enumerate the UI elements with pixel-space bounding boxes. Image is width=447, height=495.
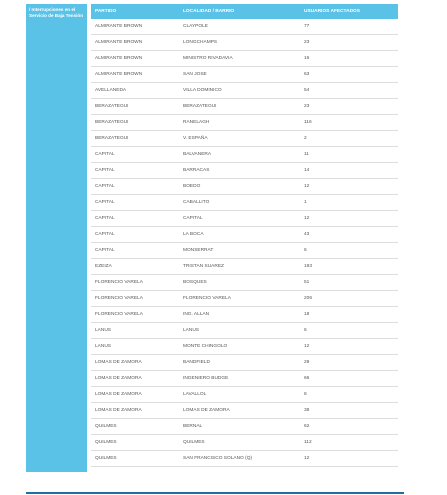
cell-localidad: CAPITAL <box>179 211 300 227</box>
cell-usuarios: 193 <box>300 259 398 275</box>
cell-partido: FLORENCIO VARELA <box>91 275 179 291</box>
cell-partido: QUILMES <box>91 451 179 467</box>
cell-localidad: LA BOCA <box>179 227 300 243</box>
table-row <box>91 243 398 259</box>
cell-usuarios: 206 <box>300 291 398 307</box>
cell-localidad: ING. ALLAN <box>179 307 300 323</box>
cell-usuarios: 62 <box>300 419 398 435</box>
cell-localidad: SAN JOSE <box>179 67 300 83</box>
cell-localidad: MONSERRAT <box>179 243 300 259</box>
cell-partido: CAPITAL <box>91 195 179 211</box>
outages-table <box>91 4 398 467</box>
cell-localidad: BANDFIELD <box>179 355 300 371</box>
cell-localidad: V. ESPAÑA <box>179 131 300 147</box>
cell-partido: EZEIZA <box>91 259 179 275</box>
table-row <box>91 323 398 339</box>
cell-partido: LOMAS DE ZAMORA <box>91 371 179 387</box>
cell-usuarios: 23 <box>300 35 398 51</box>
table-row <box>91 227 398 243</box>
cell-localidad: BOEDO <box>179 179 300 195</box>
cell-localidad: INGENIERO BUDGE <box>179 371 300 387</box>
cell-usuarios: 43 <box>300 227 398 243</box>
footer-divider <box>26 492 404 494</box>
cell-usuarios: 63 <box>300 67 398 83</box>
cell-partido: CAPITAL <box>91 227 179 243</box>
cell-partido: BERAZATEGUI <box>91 131 179 147</box>
cell-localidad: BERNAL <box>179 419 300 435</box>
cell-partido: ALMIRANTE BROWN <box>91 67 179 83</box>
table-row <box>91 339 398 355</box>
table-row <box>91 371 398 387</box>
cell-usuarios: 18 <box>300 307 398 323</box>
cell-localidad: TRISTAN SUAREZ <box>179 259 300 275</box>
cell-localidad: MINISTRO RIVADAVIA <box>179 51 300 67</box>
cell-usuarios: 12 <box>300 179 398 195</box>
cell-usuarios: 1 <box>300 195 398 211</box>
cell-usuarios: 12 <box>300 339 398 355</box>
cell-usuarios: 66 <box>300 371 398 387</box>
cell-usuarios: 38 <box>300 403 398 419</box>
cell-localidad: SAN FRANCISCO SOLANO (Q) <box>179 451 300 467</box>
cell-localidad: MONTE CHINGOLO <box>179 339 300 355</box>
table-row <box>91 387 398 403</box>
cell-partido: CAPITAL <box>91 163 179 179</box>
cell-partido: LOMAS DE ZAMORA <box>91 355 179 371</box>
cell-partido: BERAZATEGUI <box>91 99 179 115</box>
cell-partido: QUILMES <box>91 419 179 435</box>
cell-partido: CAPITAL <box>91 147 179 163</box>
cell-partido: BERAZATEGUI <box>91 115 179 131</box>
cell-localidad: LANUS <box>179 323 300 339</box>
cell-partido: LOMAS DE ZAMORA <box>91 387 179 403</box>
cell-usuarios: 54 <box>300 83 398 99</box>
table-row <box>91 163 398 179</box>
cell-usuarios: 12 <box>300 211 398 227</box>
table-header-row <box>91 4 398 19</box>
cell-usuarios: 6 <box>300 243 398 259</box>
table-row <box>91 51 398 67</box>
table-row <box>91 211 398 227</box>
table-row <box>91 403 398 419</box>
cell-partido: QUILMES <box>91 435 179 451</box>
table-row <box>91 35 398 51</box>
cell-usuarios: 11 <box>300 147 398 163</box>
header-usuarios: USUARIOS AFECTADOS <box>300 4 398 19</box>
table-row <box>91 307 398 323</box>
table-row <box>91 67 398 83</box>
cell-usuarios: 112 <box>300 435 398 451</box>
cell-usuarios: 14 <box>300 163 398 179</box>
cell-usuarios: 23 <box>300 99 398 115</box>
table-row <box>91 435 398 451</box>
cell-partido: LOMAS DE ZAMORA <box>91 403 179 419</box>
cell-usuarios: 2 <box>300 131 398 147</box>
cell-usuarios: 77 <box>300 19 398 35</box>
cell-partido: ALMIRANTE BROWN <box>91 51 179 67</box>
table-row <box>91 83 398 99</box>
header-partido: PARTIDO <box>91 4 179 19</box>
table-row <box>91 259 398 275</box>
cell-localidad: BARRACAS <box>179 163 300 179</box>
header-localidad: LOCALIDAD / BARRIO <box>179 4 300 19</box>
cell-partido: ALMIRANTE BROWN <box>91 35 179 51</box>
table-row <box>91 291 398 307</box>
cell-usuarios: 8 <box>300 387 398 403</box>
cell-partido: ALMIRANTE BROWN <box>91 19 179 35</box>
cell-usuarios: 16 <box>300 51 398 67</box>
cell-partido: FLORENCIO VARELA <box>91 307 179 323</box>
cell-usuarios: 116 <box>300 115 398 131</box>
cell-usuarios: 6 <box>300 323 398 339</box>
table-row <box>91 451 398 467</box>
table-row <box>91 99 398 115</box>
cell-usuarios: 29 <box>300 355 398 371</box>
outages-table-container <box>91 4 398 467</box>
cell-localidad: LONGCHAMPS <box>179 35 300 51</box>
cell-partido: LANUS <box>91 339 179 355</box>
cell-partido: FLORENCIO VARELA <box>91 291 179 307</box>
cell-localidad: VILLA DOMINICO <box>179 83 300 99</box>
section-sidebar <box>26 4 87 472</box>
cell-localidad: BERAZATEGUI <box>179 99 300 115</box>
cell-localidad: FLORENCIO VARELA <box>179 291 300 307</box>
cell-localidad: LAVALLOL <box>179 387 300 403</box>
section-title: / Interrupciones en el Servicio de Baja Tensión <box>29 7 84 18</box>
cell-localidad: RANELAGH <box>179 115 300 131</box>
table-row <box>91 115 398 131</box>
table-row <box>91 275 398 291</box>
cell-localidad: BALVANERA <box>179 147 300 163</box>
cell-partido: CAPITAL <box>91 211 179 227</box>
cell-partido: AVELLANEDA <box>91 83 179 99</box>
cell-partido: CAPITAL <box>91 243 179 259</box>
table-row <box>91 195 398 211</box>
cell-localidad: CLAYPOLE <box>179 19 300 35</box>
table-row <box>91 147 398 163</box>
table-row <box>91 355 398 371</box>
cell-usuarios: 51 <box>300 275 398 291</box>
table-row <box>91 419 398 435</box>
cell-localidad: CABALLITO <box>179 195 300 211</box>
cell-usuarios: 12 <box>300 451 398 467</box>
cell-localidad: LOMAS DE ZAMORA <box>179 403 300 419</box>
cell-localidad: QUILMES <box>179 435 300 451</box>
cell-localidad: BOSQUES <box>179 275 300 291</box>
table-row <box>91 179 398 195</box>
cell-partido: CAPITAL <box>91 179 179 195</box>
table-row <box>91 19 398 35</box>
table-row <box>91 131 398 147</box>
cell-partido: LANUS <box>91 323 179 339</box>
